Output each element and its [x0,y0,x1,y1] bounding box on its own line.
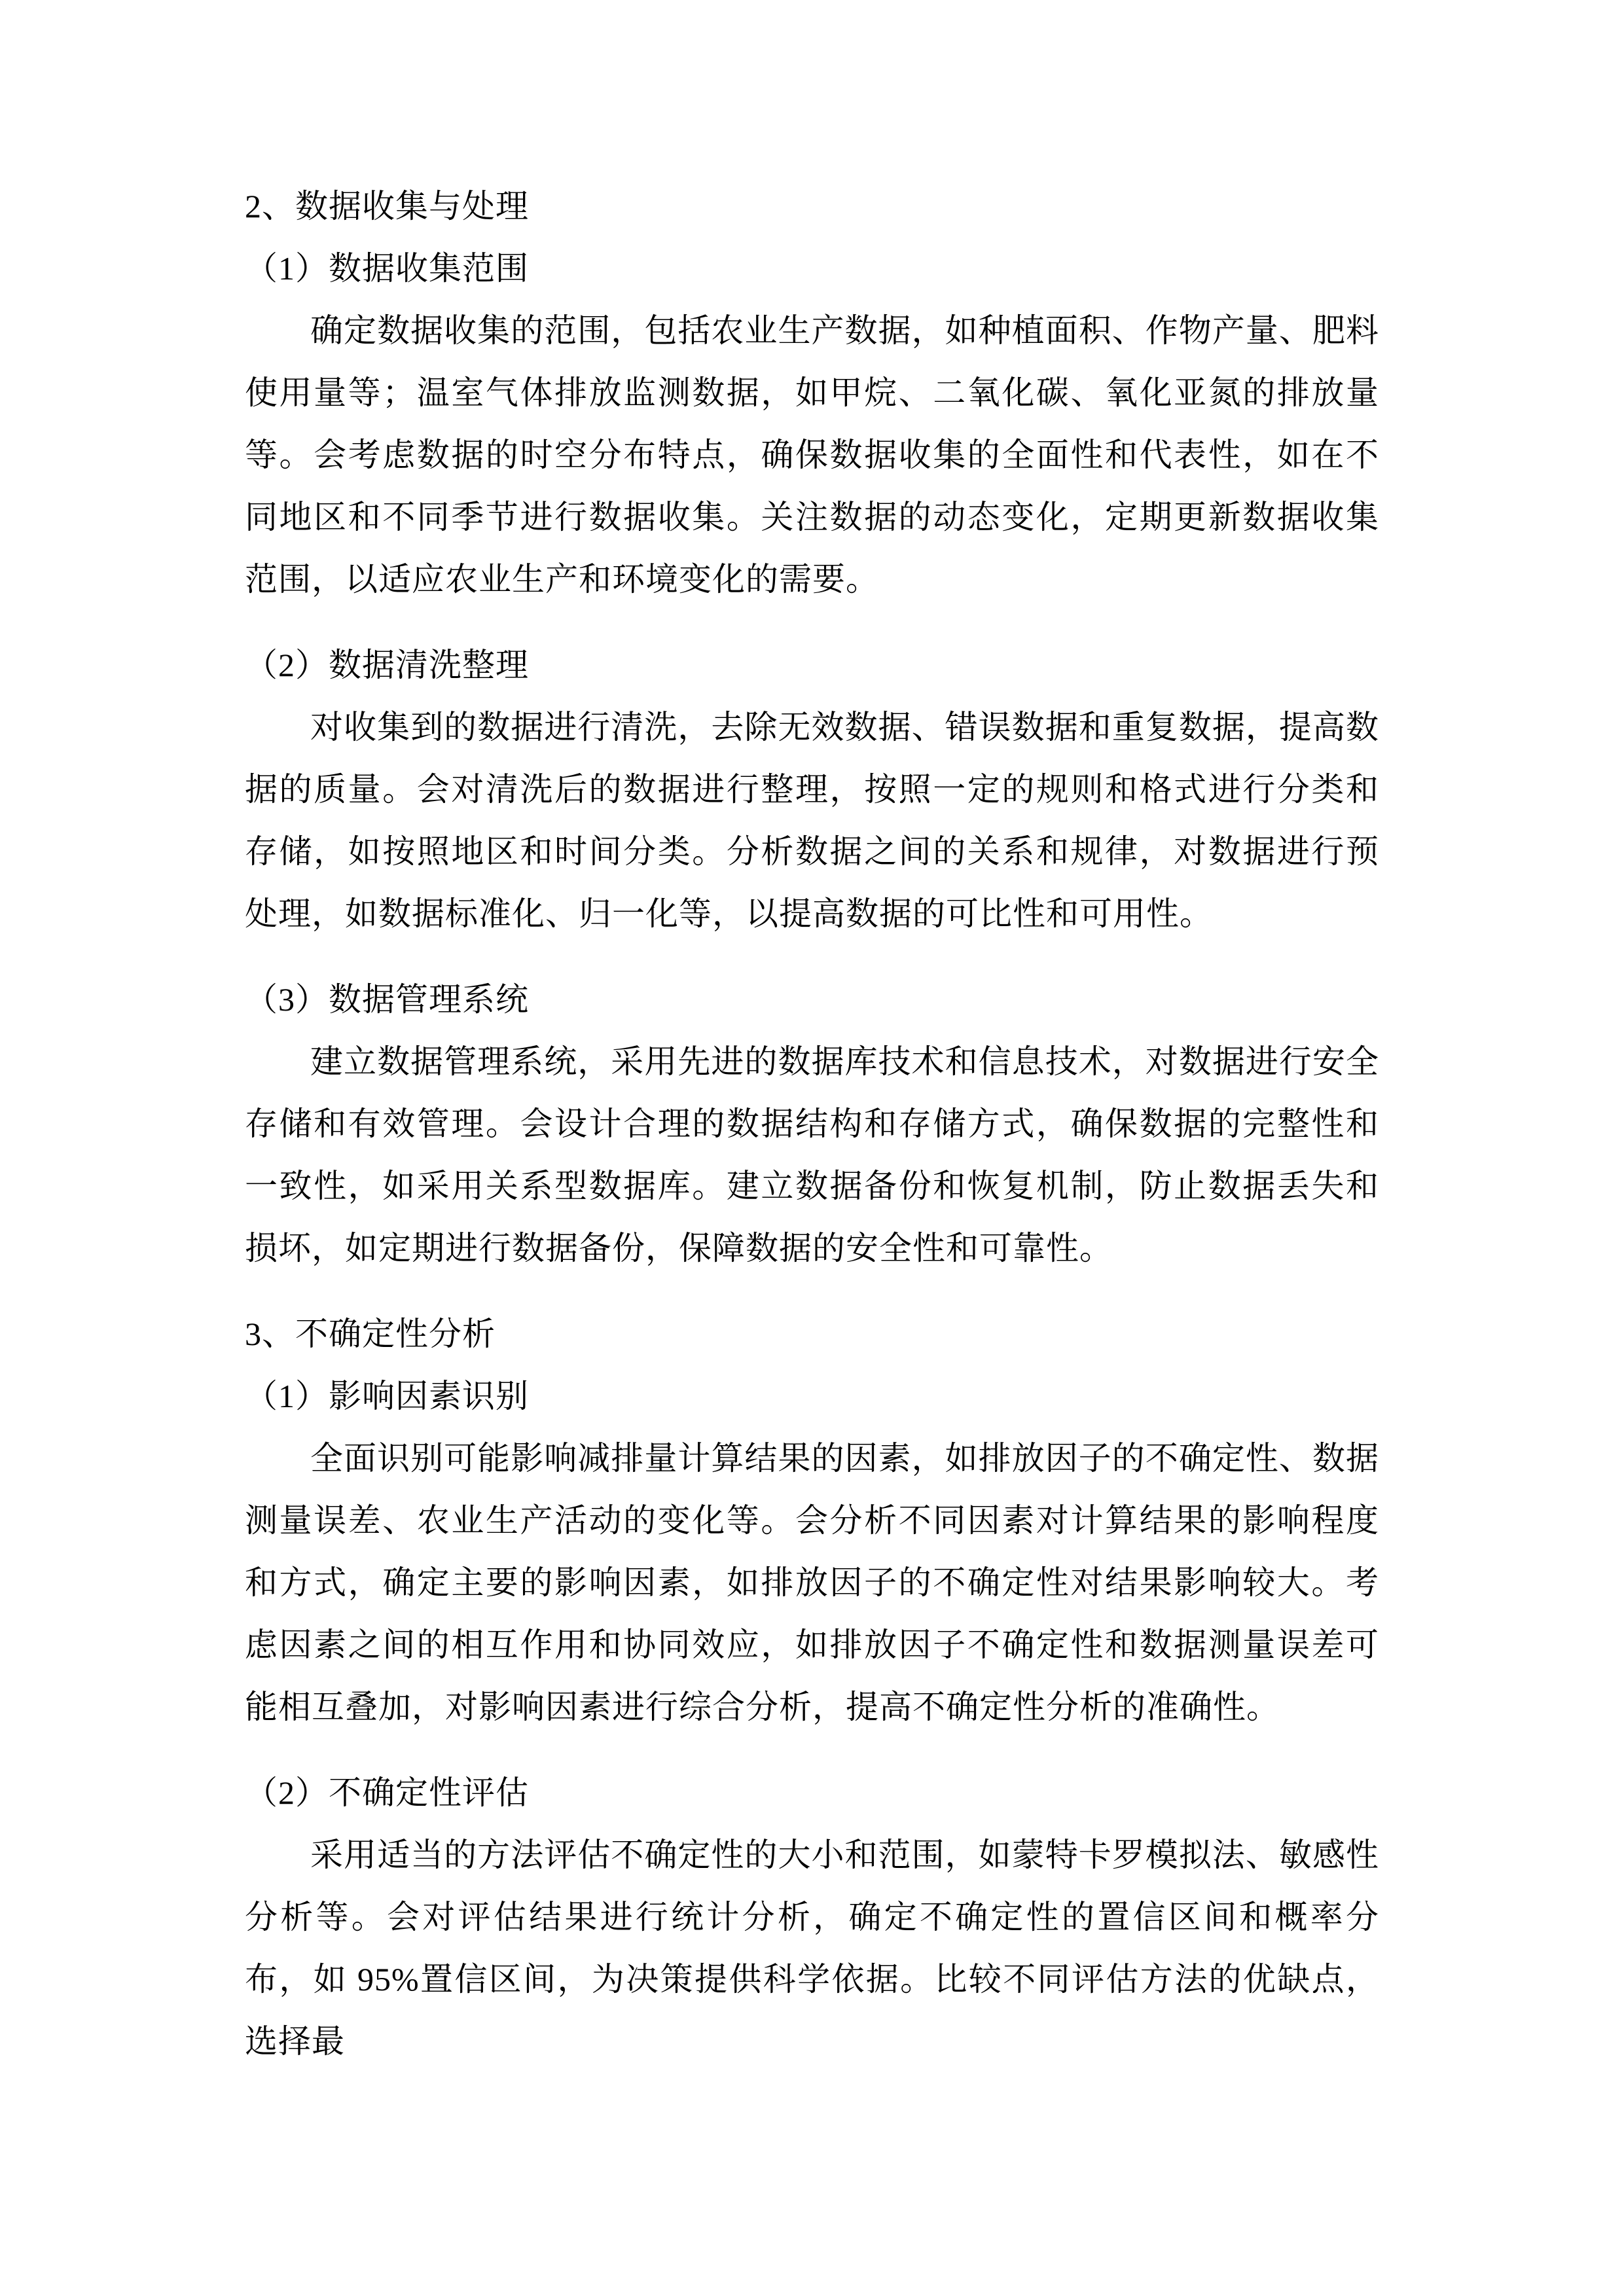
subheading-2-3-data-management-system: （3）数据管理系统 [245,981,529,1018]
subheading-3-1-factor-identification: （1）影响因素识别 [245,1378,529,1414]
paragraph-2-3-data-management-system: 建立数据管理系统，采用先进的数据库技术和信息技术，对数据进行安全存储和有效管理。会设计合理的数据结构和存储方式，确保数据的完整性和一致性，如采用关系型数据库。建立数据备份和恢复机制，防止数据丢失和损坏，如定期进行数据备份，保障数据的安全性和可靠性。 [245,1043,1379,1266]
paragraph-2-1-collection-scope: 确定数据收集的范围，包括农业生产数据，如种植面积、作物产量、肥料使用量等；温室气体排放监测数据，如甲烷、二氧化碳、氧化亚氮的排放量等。会考虑数据的时空分布特点，确保数据收集的全面性和代表性，如在不同地区和不同季节进行数据收集。关注数据的动态变化，定期更新数据收集范围，以适应农业生产和环境变化的需要。 [245,312,1379,598]
paragraph-2-2-data-cleaning: 对收集到的数据进行清洗，去除无效数据、错误数据和重复数据，提高数据的质量。会对清洗后的数据进行整理，按照一定的规则和格式进行分类和存储，如按照地区和时间分类。分析数据之间的关系和规律，对数据进行预处理，如数据标准化、归一化等，以提高数据的可比性和可用性。 [245,709,1379,932]
heading-section-2-data-collection: 2、数据收集与处理 [245,188,529,224]
paragraph-3-1-factor-identification: 全面识别可能影响减排量计算结果的因素，如排放因子的不确定性、数据测量误差、农业生产活动的变化等。会分析不同因素对计算结果的影响程度和方式，确定主要的影响因素，如排放因子的不确定性对结果影响较大。考虑因素之间的相互作用和协同效应，如排放因子不确定性和数据测量误差可能相互叠加，对影响因素进行综合分析，提高不确定性分析的准确性。 [245,1440,1379,1725]
document-content [245,175,1379,2096]
subheading-2-1-collection-scope: （1）数据收集范围 [245,250,529,287]
paragraph-3-2-uncertainty-assessment: 采用适当的方法评估不确定性的大小和范围，如蒙特卡罗模拟法、敏感性分析等。会对评估结果进行统计分析，确定不确定性的置信区间和概率分布，如 95%置信区间，为决策提供科学依据。比较不同评估方法的优缺点，选择最 [245,1837,1379,2060]
heading-section-3-uncertainty-analysis: 3、不确定性分析 [245,1316,496,1352]
subheading-2-2-data-cleaning: （2）数据清洗整理 [245,647,529,683]
subheading-3-2-uncertainty-assessment: （2）不确定性评估 [245,1774,529,1811]
